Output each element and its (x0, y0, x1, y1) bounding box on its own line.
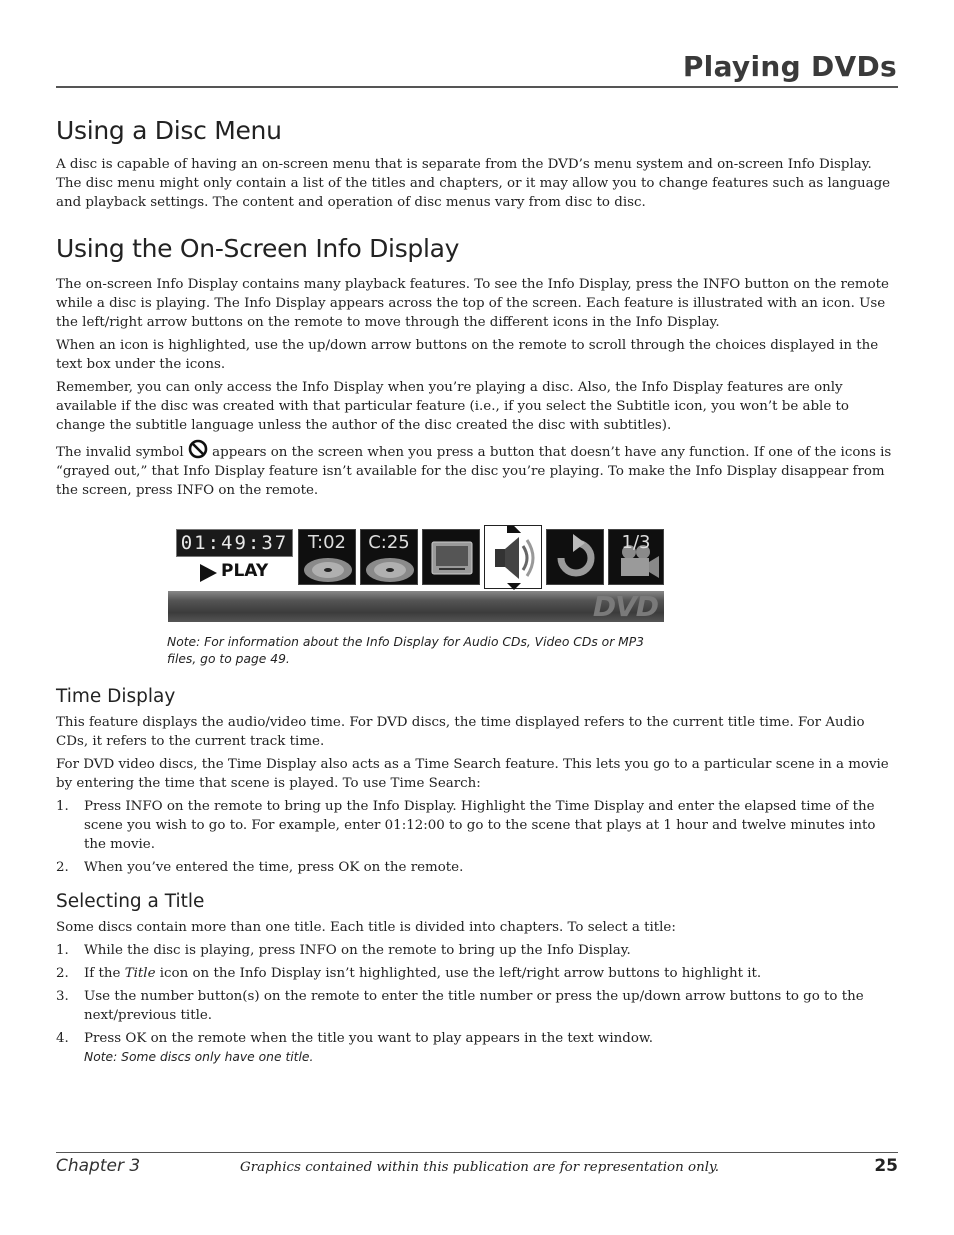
title-tile-label: T:02 (308, 532, 346, 553)
info-text-bar (168, 591, 664, 622)
footer-rule (56, 1152, 898, 1153)
time-display-tile: 01:49:37 (176, 529, 293, 557)
subtitle-icon (423, 530, 481, 586)
list-item (56, 797, 898, 854)
paragraph-time-2: For DVD video discs, the Time Display also acts as a Time Search feature. This lets you go to a particular scene in a movie by entering the time that scene is played. To use Time Search: (56, 757, 889, 791)
paragraph-info-1: The on-screen Info Display contains many playback features. To see the Info Display, press the INFO button on the remote while a disc is playing. The Info Display appears across the top of the screen. Each feature is illustrated with an icon. Use the left/right arrow buttons on the remote to move through the different icons in the Info Display. (56, 277, 889, 330)
list-item-text: icon on the Info Display isn’t highlighted, use the left/right arrow buttons to highlight it. (155, 966, 762, 981)
list-item-number: 2. (56, 860, 69, 875)
info-display-graphic (168, 525, 672, 625)
list-item (56, 941, 898, 960)
lower-content (56, 686, 898, 1071)
list-item (56, 964, 898, 983)
title-word: Title (124, 966, 156, 981)
list-item (56, 858, 898, 877)
section-heading-info-display: Using the On-Screen Info Display (56, 234, 460, 263)
title-tile (298, 529, 356, 585)
subtitle-tile (422, 529, 480, 585)
paragraph-info-4-before: The invalid symbol (56, 445, 188, 460)
repeat-icon (547, 530, 605, 586)
section-heading-disc-menu: Using a Disc Menu (56, 116, 282, 145)
list-item-number: 3. (56, 989, 69, 1004)
invalid-symbol-icon (188, 439, 208, 459)
chapter-tile (360, 529, 418, 585)
speaker-icon (485, 526, 543, 590)
list-item-number: 4. (56, 1031, 69, 1046)
list-item (56, 987, 898, 1025)
list-item-text: When you’ve entered the time, press OK on the remote. (84, 860, 464, 875)
list-item-number: 2. (56, 966, 69, 981)
page-header-title: Playing DVDs (682, 50, 897, 83)
step-note: Note: Some discs only have one title. (84, 1050, 314, 1064)
subheading-time-display: Time Display (56, 686, 176, 707)
audio-tile-highlighted (484, 525, 542, 589)
paragraph-disc-menu: A disc is capable of having an on-screen menu that is separate from the DVD’s menu system and on-screen Info Display. The disc menu might only contain a list of the titles and chapters, or it may allow you to change features such as language and playback settings. The content and operation of disc menus vary from disc to disc. (56, 157, 891, 210)
chapter-tile-label: C:25 (368, 532, 410, 553)
list-item-number: 1. (56, 799, 69, 814)
angle-tile (608, 529, 664, 585)
paragraph-info-3: Remember, you can only access the Info Display when you’re playing a disc. Also, the Info Display features are only available if the disc was created with that particular feature (i.e., if you select the Subtitle icon, you won’t be able to change the subtitle language unless the author of the disc created the disc with subtitles). (56, 380, 849, 433)
main-content (56, 116, 898, 504)
footer-note: Graphics contained within this publication are for representation only. (240, 1160, 720, 1175)
paragraph-title-intro: Some discs contain more than one title. Each title is divided into chapters. To select a title: (56, 920, 676, 935)
list-item (56, 1029, 898, 1067)
paragraph-info-4 (56, 439, 898, 500)
angle-tile-label: 1/3 (621, 532, 651, 553)
select-title-steps (56, 941, 898, 1067)
page-number: 25 (874, 1156, 898, 1176)
list-item-text: Use the number button(s) on the remote to enter the title number or press the up/down arrow buttons to go to the next/previous title. (84, 989, 864, 1023)
list-item-text: While the disc is playing, press INFO on the remote to bring up the Info Display. (84, 943, 631, 958)
list-item-text: Press OK on the remote when the title you want to play appears in the text window. (84, 1031, 654, 1046)
time-search-steps (56, 797, 898, 877)
play-status-label: PLAY (221, 561, 269, 581)
paragraph-time-1: This feature displays the audio/video time. For DVD discs, the time displayed refers to the current title time. For Audio CDs, it refers to the current track time. (56, 715, 865, 749)
paragraph-info-4-after: appears on the screen when you press a button that doesn’t have any function. If one of the icons is “grayed out,” that Info Display feature isn’t available for the disc you’re playing. To make the Info Display disappear from the screen, press INFO on the remote. (56, 445, 892, 498)
figure-note: Note: For information about the Info Display for Audio CDs, Video CDs or MP3 files, go to page 49. (167, 635, 645, 666)
list-item-text: Press INFO on the remote to bring up the Info Display. Highlight the Time Display and enter the elapsed time of the scene you wish to go to. For example, enter 01:12:00 to go to the scene that plays at 1 hour and twelve minutes into the movie. (84, 799, 876, 852)
header-rule (56, 86, 898, 88)
list-item-text: If the (84, 966, 125, 981)
footer-chapter: Chapter 3 (56, 1156, 141, 1176)
paragraph-info-2: When an icon is highlighted, use the up/down arrow buttons on the remote to scroll through the choices displayed in the text box under the icons. (56, 338, 879, 372)
subheading-selecting-title: Selecting a Title (56, 891, 205, 912)
dvd-logo: DVD (592, 590, 658, 623)
play-icon (200, 564, 217, 582)
repeat-tile (546, 529, 604, 585)
list-item-number: 1. (56, 943, 69, 958)
